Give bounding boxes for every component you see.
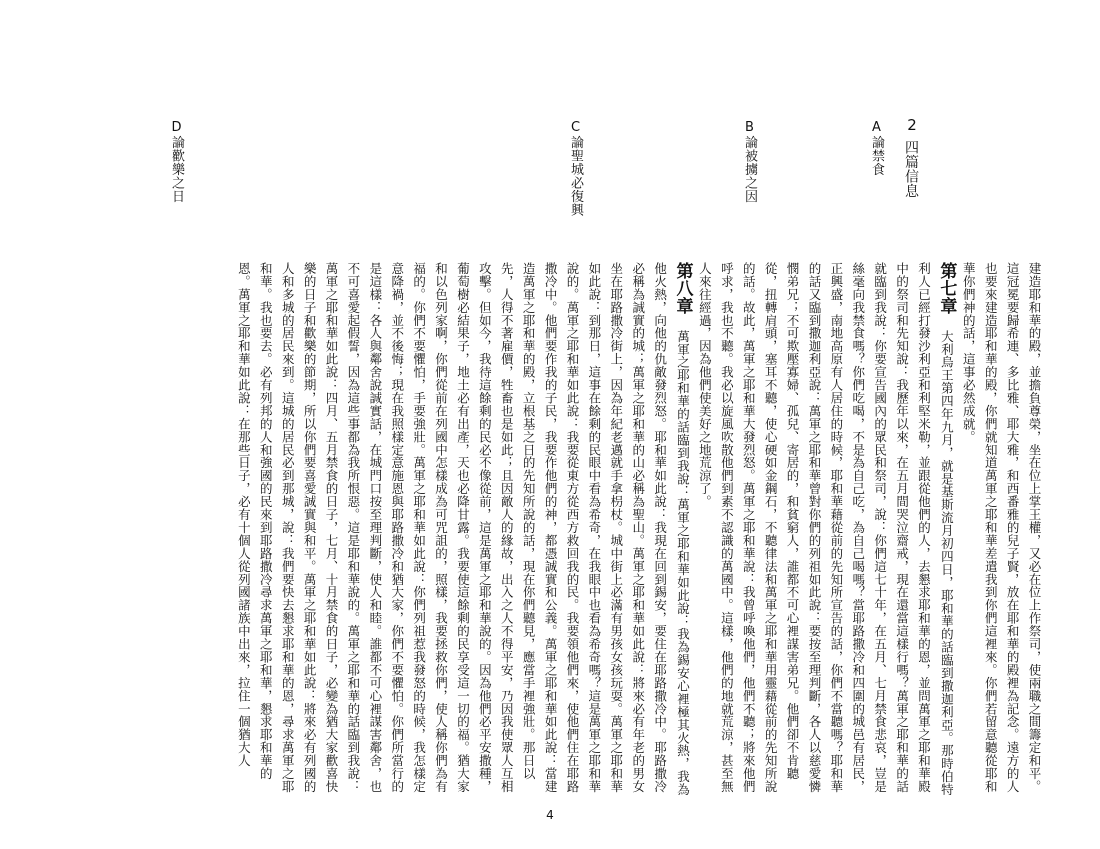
outline-item-c: C論聖城必復興: [568, 120, 583, 217]
outline-title: 四篇信息: [903, 140, 919, 198]
outline-item-d: D論歡樂之日: [169, 120, 184, 203]
scripture-text: [60, 262, 1045, 797]
paragraph-text: 建造耶和華的殿，並擔負尊榮，坐在位上掌王權，又必在位上作祭司，使兩職之間籌定和平。這冠冕要歸希連、多比雅、耶大雅，和西番雅的兒子賢，放在耶和華的殿裡為記念。遠方的人也要來建造耶和華的殿，你們就知道萬軍之耶和華差遣我到你們這裡來。你們若留意聽從耶和華你們神的話，這事必然成就。: [961, 262, 1042, 793]
page-number: 4: [546, 808, 554, 822]
paragraph-text: 大利烏王第四年九月，就是基斯流月初四日，耶和華的話臨到撒迦利亞。那時伯特利人已經打發沙利亞和利堅米勒，並跟從他們的人，去懇求耶和華的恩，並問萬軍之耶和華殿中的祭司和先知說：我歷年以來，在五月間哭泣齋戒，現在還當這樣行嗎？萬軍之耶和華的話就臨到我說：你要宣告國內的眾民和祭司，說：你們這七十年，在五月、七月禁食悲哀，豈是絲毫向我禁食嗎？你們吃喝，不是為自己吃，為自己喝嗎？當耶路撒冷和四圍的城邑有居民，正興盛，南地高原有人居住的時候，耶和華藉從前的先知所宣告的話，你們不當聽嗎？耶和華的話又臨到撒迦利亞說：萬軍之耶和華曾對你們的列祖如此說：要按至理判斷，各人以慈愛憐憫弟兄；不可欺壓寡婦、孤兒、寄居的，和貧窮人，誰都不可心裡謀害弟兄。他們卻不肯聽從，扭轉肩頭，塞耳不聽，使心硬如金鋼石，不聽律法和萬軍之耶和華用靈藉從前的先知所說的話。故此，萬軍之耶和華大發烈怒。萬軍之耶和華說：我曾呼喚他們，他們不聽；將來他們呼求，我也不聽。我必以旋風吹散他們到素不認識的萬國中。這樣，他們的地就荒涼，甚至無人來往經過，因為他們使美好之地荒涼了。: [697, 262, 955, 797]
paragraph-text: 萬軍之耶和華的話臨到我說：萬軍之耶和華如此說：我為錫安心裡極其火熱，我為他火熱，向他的仇敵發烈怒。耶和華如此說：我現在回到錫安，要住在耶路撒冷中。耶路撒冷必稱為誠實的城；萬軍之耶和華的山必稱為聖山。萬軍之耶和華如此說：將來必有年老的男女坐在耶路撒冷街上，因為年紀老邁就手拿枴杖。城中街上必滿有男孩女孩玩耍。萬軍之耶和華如此說：到那日，這事在餘剩的民眼中看為希奇，在我眼中也看為希奇嗎？這是萬軍之耶和華說的。萬軍之耶和華如此說：我要從東方從西方救回我的民。我要領他們來，使他們住在耶路撒冷中。他們要作我的子民，我要作他們的神，都憑誠實和公義。萬軍之耶和華如此說：當建造萬軍之耶和華的殿，立根基之日的先知所說的話，現在你們聽見，應當手裡強壯。那日以先，人得不著雇價，牲畜也是如此；且因敵人的緣故，出入之人不得平安，乃因我使眾人互相攻擊。但如今，我待這餘剩的民必不像從前，這是萬軍之耶和華說的。因為他們必平安撒種，葡萄樹必結果子，地土必有出產，天也必降甘露。我要使這餘剩的民享受這一切的福。猶大家和以色列家啊，你們從前在列國中怎樣成為可咒詛的，照樣，我要拯救你們，使人稱你們為有福的。你們不要懼怕，手要強壯。萬軍之耶和華如此說：你們列祖惹我發怒的時候，我怎樣定意降禍，並不後悔；現在我照樣定意施恩與耶路撒冷和猶大家，你們不要懼怕。你們所當行的是這樣：各人與鄰舍說誠實話，在城門口按至理判斷，使人和睦。誰都不可心裡謀害鄰舍，也不可喜愛起假誓，因為這些事都為我所恨惡。這是耶和華說的。萬軍之耶和華的話臨到我說：萬軍之耶和華如此說：四月、五月禁食的日子，七月、十月禁食的日子，必變為猶大家歡喜快樂的日子和歡樂的節期，所以你們要喜愛誠實與和平。萬軍之耶和華如此說：將來必有列國的人和多城的居民來到。這城的居民必到那城，說：我們要快去懇求耶和華的恩，尋求萬軍之耶和華。我也要去。必有列邦的人和強國的民來到耶路撒冷尋求萬軍之耶和華，懇求耶和華的恩。萬軍之耶和華如此說：在那些日子，必有十個人從列國諸族中出來，拉住一個猶大人: [236, 262, 691, 797]
paragraph-chapter-8: [232, 262, 693, 797]
outline-item-a: A論禁食: [869, 120, 884, 176]
paragraph-chapter-7: [694, 262, 958, 797]
chapter-7-heading: 第七章: [936, 262, 957, 315]
chapter-8-heading: 第八章: [672, 262, 693, 315]
paragraph-chapter-6-end: [957, 262, 1045, 797]
outline-number: 2: [907, 116, 917, 134]
outline-item-b: B論被擄之因: [742, 120, 757, 203]
